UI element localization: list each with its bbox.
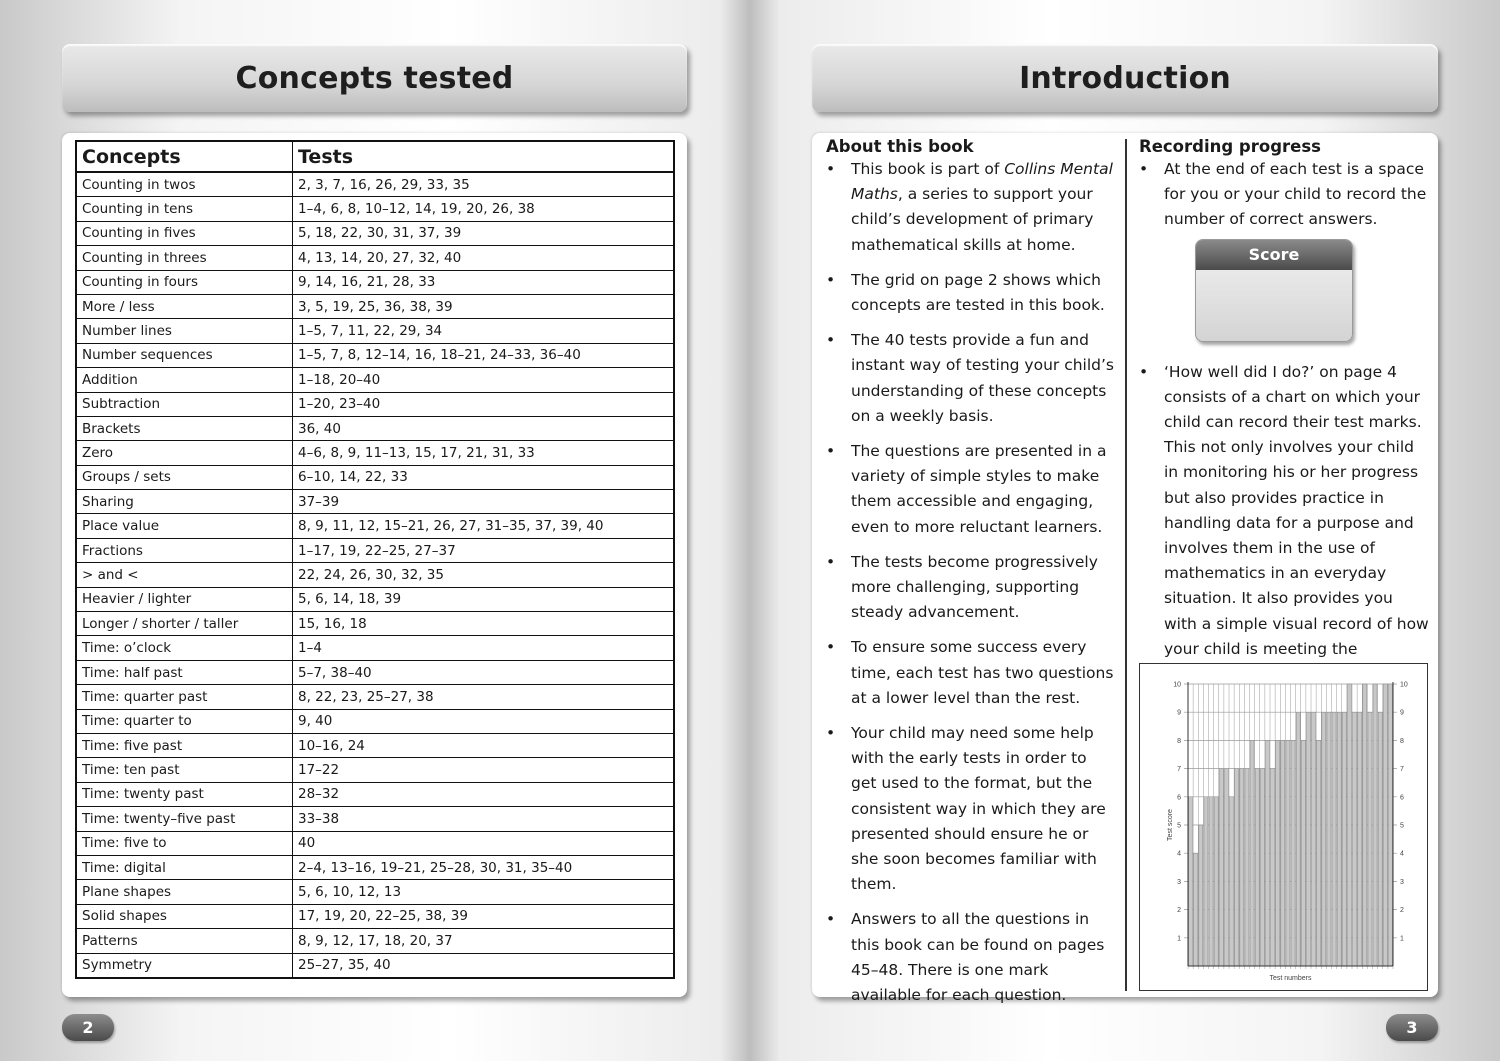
concept-cell: Time: five past: [76, 733, 293, 757]
table-row: [76, 758, 674, 782]
bar-test-35: [1363, 684, 1367, 966]
concept-cell: Number sequences: [76, 343, 293, 367]
bar-test-39: [1383, 684, 1387, 966]
table-row: [76, 270, 674, 294]
score-label: Score: [1196, 240, 1352, 270]
bullet-text-part: , a series to support your child’s development of primary mathematical skills at home.: [851, 185, 1094, 254]
column-divider: [1125, 139, 1127, 991]
bar-test-23: [1301, 740, 1305, 966]
concept-cell: Counting in threes: [76, 246, 293, 270]
concept-cell: Addition: [76, 368, 293, 392]
tests-cell: 28–32: [293, 782, 675, 806]
concept-cell: Heavier / lighter: [76, 587, 293, 611]
concepts-table: [75, 140, 675, 979]
about-column: [826, 137, 1116, 1018]
bar-test-30: [1337, 712, 1341, 966]
concept-cell: Time: five to: [76, 831, 293, 855]
table-row: [76, 368, 674, 392]
tests-cell: 22, 24, 26, 30, 32, 35: [293, 563, 675, 587]
concepts-table-body: [76, 172, 674, 978]
tests-cell: 33–38: [293, 807, 675, 831]
list-item: [826, 907, 1116, 1008]
y-tick-label-right: 8: [1400, 737, 1404, 745]
tests-cell: 1–17, 19, 22–25, 27–37: [293, 538, 675, 562]
y-tick-label: 10: [1173, 681, 1181, 689]
list-item: [826, 635, 1116, 711]
y-tick-label: 1: [1177, 935, 1181, 943]
table-row: [76, 587, 674, 611]
bar-test-16: [1265, 740, 1269, 966]
page-title: Introduction: [1019, 60, 1231, 96]
tests-cell: 9, 14, 16, 21, 28, 33: [293, 270, 675, 294]
y-tick-label: 3: [1177, 878, 1181, 886]
bar-test-24: [1306, 712, 1310, 966]
bullet-text: The questions are presented in a variety of simple styles to make them accessible and engaging, even to more reluctant learners.: [851, 442, 1107, 536]
y-tick-label: 4: [1177, 850, 1181, 858]
bar-test-25: [1312, 712, 1316, 966]
tests-cell: 4, 13, 14, 20, 27, 32, 40: [293, 246, 675, 270]
tests-cell: 1–4: [293, 636, 675, 660]
concept-cell: Groups / sets: [76, 465, 293, 489]
bar-test-7: [1219, 769, 1223, 966]
tests-cell: 5–7, 38–40: [293, 660, 675, 684]
table-row: [76, 392, 674, 416]
list-item: [826, 328, 1116, 429]
y-tick-label: 9: [1177, 709, 1181, 717]
tests-cell: 37–39: [293, 490, 675, 514]
bar-test-3: [1199, 825, 1203, 966]
table-row: [76, 807, 674, 831]
concept-cell: Counting in twos: [76, 172, 293, 197]
table-row: [76, 782, 674, 806]
bar-test-11: [1240, 769, 1244, 966]
concept-cell: Counting in tens: [76, 197, 293, 221]
bullet-text: At the end of each test is a space for you or your child to record the number of correct answers.: [1164, 160, 1427, 229]
table-row: [76, 172, 674, 197]
bar-test-26: [1317, 740, 1321, 966]
recording-bullet-list-2: [1139, 360, 1429, 688]
concept-cell: Time: twenty–five past: [76, 807, 293, 831]
bullet-text-part: This book is part of: [851, 160, 1005, 178]
bar-test-5: [1209, 797, 1213, 966]
bar-test-9: [1230, 797, 1234, 966]
tests-cell: 10–16, 24: [293, 733, 675, 757]
recording-heading: Recording progress: [1139, 137, 1321, 156]
column-header-concepts: Concepts: [76, 141, 293, 172]
concept-cell: Sharing: [76, 490, 293, 514]
table-row: [76, 197, 674, 221]
bar-test-8: [1224, 769, 1228, 966]
tests-cell: 4–6, 8, 9, 11–13, 15, 17, 21, 31, 33: [293, 441, 675, 465]
bar-test-1: [1189, 797, 1193, 966]
progress-chart-frame: [1139, 663, 1428, 991]
bullet-icon: •: [826, 724, 836, 743]
table-row: [76, 465, 674, 489]
page-number: 3: [1386, 1014, 1438, 1041]
bullet-text: Answers to all the questions in this book can be found on pages 45–48. There is one mark available for each question.: [851, 910, 1105, 1005]
concept-cell: Time: ten past: [76, 758, 293, 782]
concept-cell: Brackets: [76, 416, 293, 440]
concept-cell: Counting in fives: [76, 221, 293, 245]
y-tick-label: 7: [1177, 766, 1181, 774]
list-item: [826, 439, 1116, 540]
table-row: [76, 221, 674, 245]
bar-test-22: [1296, 712, 1300, 966]
recording-column: [1139, 137, 1429, 697]
tests-cell: 1–20, 23–40: [293, 392, 675, 416]
bullet-icon: •: [826, 910, 836, 929]
concepts-title-bar: [62, 44, 687, 112]
bullet-text: Your child may need some help with the early tests in order to get used to the format, but the consistent way in which they are presented should ensure he or she soon becomes familiar with them.: [851, 724, 1106, 894]
concept-cell: Fractions: [76, 538, 293, 562]
bullet-icon: •: [1139, 160, 1149, 178]
concept-cell: Symmetry: [76, 953, 293, 978]
concept-cell: Time: digital: [76, 855, 293, 879]
y-tick-label-right: 6: [1400, 794, 1404, 802]
table-row: [76, 490, 674, 514]
bullet-text: ‘How well did I do?’ on page 4 consists of a chart on which your child can record their test marks. This not only involves your child in monitoring his or her progress but also provides practice in handling data for a purpose and involves them in the use of mathematics in an everyday situation. It also provides you with a simple visual record of how your child is meeting the: [1164, 362, 1429, 658]
table-row: [76, 563, 674, 587]
bar-test-20: [1286, 740, 1290, 966]
page-title: Concepts tested: [235, 60, 514, 96]
tests-cell: 36, 40: [293, 416, 675, 440]
bullet-text: [851, 160, 1113, 254]
bar-test-4: [1204, 797, 1208, 966]
bar-test-34: [1358, 712, 1362, 966]
y-tick-label: 8: [1177, 737, 1181, 745]
tests-cell: 9, 40: [293, 709, 675, 733]
y-tick-label-right: 3: [1400, 878, 1404, 886]
table-row: [76, 538, 674, 562]
bar-test-37: [1373, 684, 1377, 966]
bar-test-29: [1332, 712, 1336, 966]
bullet-icon: •: [1139, 362, 1149, 381]
tests-cell: 1–18, 20–40: [293, 368, 675, 392]
concept-cell: > and <: [76, 563, 293, 587]
bullet-icon: •: [826, 331, 836, 350]
y-tick-label-right: 1: [1400, 935, 1404, 943]
bar-test-6: [1214, 797, 1218, 966]
concept-cell: More / less: [76, 294, 293, 318]
concept-cell: Plane shapes: [76, 880, 293, 904]
concept-cell: Number lines: [76, 319, 293, 343]
concept-cell: Place value: [76, 514, 293, 538]
list-item: [826, 550, 1116, 626]
bullet-icon: •: [826, 552, 836, 571]
y-tick-label: 6: [1177, 794, 1181, 802]
x-axis-label: Test numbers: [1269, 975, 1312, 982]
tests-cell: 5, 6, 14, 18, 39: [293, 587, 675, 611]
concept-cell: Time: twenty past: [76, 782, 293, 806]
tests-cell: 2, 3, 7, 16, 26, 29, 33, 35: [293, 172, 675, 197]
tests-cell: 8, 9, 11, 12, 15–21, 26, 27, 31–35, 37, 39, 40: [293, 514, 675, 538]
concept-cell: Time: o’clock: [76, 636, 293, 660]
bullet-icon: •: [826, 442, 836, 461]
tests-cell: 17, 19, 20, 22–25, 38, 39: [293, 904, 675, 928]
table-row: [76, 343, 674, 367]
introduction-title-bar: [812, 44, 1438, 112]
bullet-text: To ensure some success every time, each test has two questions at a lower level than the rest.: [851, 638, 1114, 707]
bar-test-18: [1276, 740, 1280, 966]
introduction-panel: [812, 133, 1438, 1005]
bar-test-40: [1388, 684, 1392, 966]
table-row: [76, 709, 674, 733]
table-row: [76, 880, 674, 904]
tests-cell: 1–5, 7, 8, 12–14, 16, 18–21, 24–33, 36–40: [293, 343, 675, 367]
table-row: [76, 416, 674, 440]
score-box: [1195, 239, 1353, 342]
table-row: [76, 953, 674, 978]
table-row: [76, 855, 674, 879]
y-tick-label-right: 5: [1400, 822, 1404, 830]
concepts-panel: [62, 133, 687, 997]
concept-cell: Patterns: [76, 929, 293, 953]
tests-cell: 25–27, 35, 40: [293, 953, 675, 978]
progress-chart: [1140, 664, 1427, 990]
tests-cell: 1–4, 6, 8, 10–12, 14, 19, 20, 26, 38: [293, 197, 675, 221]
concept-cell: Time: half past: [76, 660, 293, 684]
bar-test-15: [1260, 769, 1264, 966]
bar-test-19: [1281, 740, 1285, 966]
table-row: [76, 733, 674, 757]
series-name: Collins Mental Maths: [851, 160, 1113, 204]
concept-cell: Counting in fours: [76, 270, 293, 294]
tests-cell: 2–4, 13–16, 19–21, 25–28, 30, 31, 35–40: [293, 855, 675, 879]
bar-test-32: [1347, 684, 1351, 966]
table-row: [76, 319, 674, 343]
right-page: [750, 0, 1500, 1061]
bar-test-10: [1235, 769, 1239, 966]
bar-test-14: [1255, 769, 1259, 966]
tests-cell: 8, 9, 12, 17, 18, 20, 37: [293, 929, 675, 953]
table-row: [76, 294, 674, 318]
bullet-text: The grid on page 2 shows which concepts are tested in this book.: [851, 270, 1105, 315]
y-tick-label-right: 9: [1400, 709, 1404, 717]
table-row: [76, 685, 674, 709]
y-tick-label-right: 7: [1400, 766, 1404, 774]
y-tick-label-right: 4: [1400, 850, 1404, 858]
table-row: [76, 612, 674, 636]
about-heading: About this book: [826, 137, 974, 156]
list-item: [1139, 360, 1429, 688]
list-item: [826, 157, 1116, 258]
list-item: [826, 721, 1116, 897]
bar-test-12: [1245, 769, 1249, 966]
y-tick-label-right: 2: [1400, 907, 1404, 915]
table-header-row: [76, 141, 674, 172]
y-axis-label: Test score: [1167, 809, 1174, 841]
list-item: [826, 268, 1116, 318]
about-bullet-list-rest: [826, 268, 1116, 1008]
tests-cell: 5, 18, 22, 30, 31, 37, 39: [293, 221, 675, 245]
table-row: [76, 514, 674, 538]
concept-cell: Time: quarter to: [76, 709, 293, 733]
y-tick-label-right: 10: [1400, 681, 1408, 689]
concept-cell: Zero: [76, 441, 293, 465]
bullet-icon: •: [826, 270, 836, 289]
bar-test-2: [1194, 853, 1198, 966]
column-header-tests: Tests: [293, 141, 675, 172]
table-row: [76, 441, 674, 465]
bar-test-31: [1342, 712, 1346, 966]
concept-cell: Subtraction: [76, 392, 293, 416]
tests-cell: 5, 6, 10, 12, 13: [293, 880, 675, 904]
concept-cell: Longer / shorter / taller: [76, 612, 293, 636]
table-row: [76, 929, 674, 953]
bar-test-27: [1322, 712, 1326, 966]
bullet-icon: •: [826, 638, 836, 657]
tests-cell: 40: [293, 831, 675, 855]
list-item: [1139, 157, 1429, 233]
table-row: [76, 660, 674, 684]
bullet-text: The tests become progressively more challenging, supporting steady advancement.: [851, 552, 1098, 622]
tests-cell: 3, 5, 19, 25, 36, 38, 39: [293, 294, 675, 318]
about-bullet-list: [826, 157, 1116, 258]
tests-cell: 15, 16, 18: [293, 612, 675, 636]
bar-test-33: [1353, 712, 1357, 966]
bullet-icon: •: [826, 160, 836, 178]
table-row: [76, 246, 674, 270]
y-tick-label: 2: [1177, 907, 1181, 915]
page-number: 2: [62, 1014, 114, 1041]
table-row: [76, 636, 674, 660]
bar-test-13: [1250, 740, 1254, 966]
bar-test-38: [1378, 712, 1382, 966]
tests-cell: 6–10, 14, 22, 33: [293, 465, 675, 489]
bar-test-21: [1291, 740, 1295, 966]
tests-cell: 1–5, 7, 11, 22, 29, 34: [293, 319, 675, 343]
tests-cell: 8, 22, 23, 25–27, 38: [293, 685, 675, 709]
concept-cell: Solid shapes: [76, 904, 293, 928]
table-row: [76, 831, 674, 855]
table-row: [76, 904, 674, 928]
bar-test-28: [1327, 712, 1331, 966]
concept-cell: Time: quarter past: [76, 685, 293, 709]
tests-cell: 17–22: [293, 758, 675, 782]
y-tick-label: 5: [1177, 822, 1181, 830]
recording-bullet-list: [1139, 157, 1429, 233]
bar-test-36: [1368, 712, 1372, 966]
bar-test-17: [1271, 769, 1275, 966]
bullet-text: The 40 tests provide a fun and instant way of testing your child’s understanding of these concepts on a weekly basis.: [851, 331, 1114, 425]
